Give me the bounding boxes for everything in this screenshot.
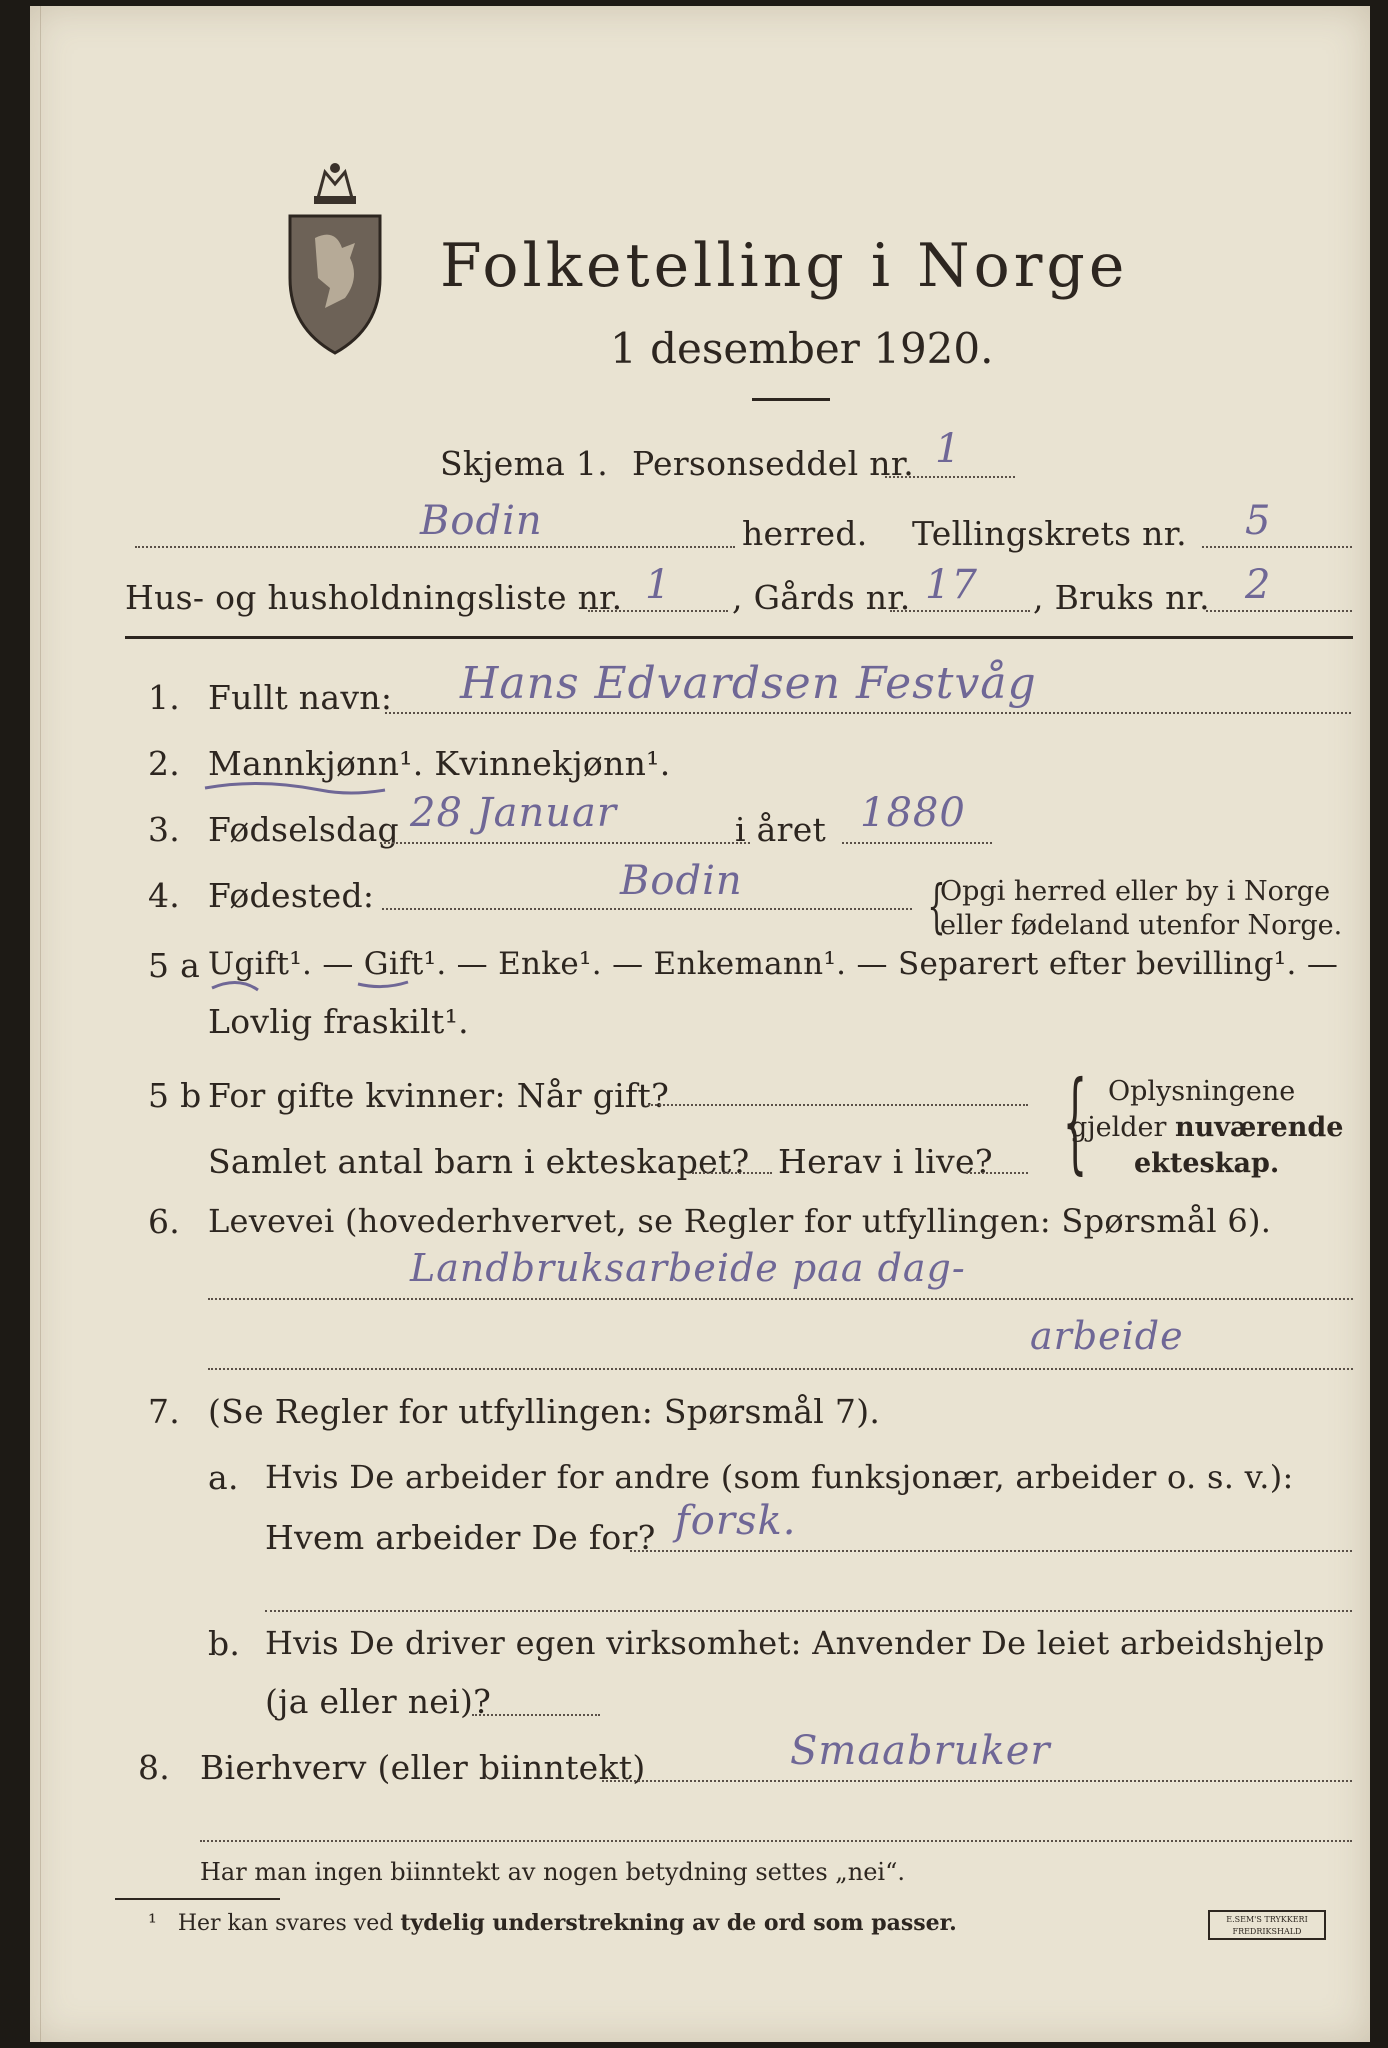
q6-number: 6. bbox=[148, 1202, 181, 1241]
q6-label: Levevei (hovederhvervet, se Regler for utfyllingen: Spørsmål 6). bbox=[208, 1202, 1272, 1240]
herred-value: Bodin bbox=[420, 498, 543, 544]
birthyear-field[interactable] bbox=[842, 842, 992, 844]
q7-label: (Se Regler for utfyllingen: Spørsmål 7). bbox=[208, 1392, 881, 1431]
q3-label: Fødselsdag bbox=[208, 810, 399, 849]
personseddel-label: Personseddel nr. bbox=[632, 444, 915, 483]
footnote-text-a: Her kan svares ved bbox=[177, 1911, 401, 1936]
q7a-employer-label: Hvem arbeider De for? bbox=[265, 1518, 656, 1557]
birthplace-field[interactable] bbox=[382, 908, 912, 910]
side-income-field[interactable] bbox=[602, 1780, 1352, 1782]
occupation-field-line1[interactable] bbox=[208, 1298, 1353, 1300]
title-divider bbox=[752, 398, 830, 401]
tellingskrets-label: Tellingskrets nr. bbox=[912, 514, 1187, 553]
footnote bbox=[148, 1910, 957, 1936]
q2-number: 2. bbox=[148, 744, 181, 783]
side-income-value: Smaabruker bbox=[790, 1728, 1051, 1774]
q5b-note-line3: ekteskap. bbox=[1134, 1148, 1280, 1179]
herred-label: herred. bbox=[742, 514, 868, 553]
q1-label: Fullt navn: bbox=[208, 678, 393, 717]
herred-field[interactable] bbox=[135, 546, 735, 548]
form-title: Folketelling i Norge bbox=[440, 231, 1129, 301]
married-when-field[interactable] bbox=[648, 1104, 1028, 1106]
marital-status-options[interactable]: Ugift¹. — Gift¹. — Enke¹. — Enkemann¹. — Separert efter bevilling¹. — bbox=[208, 946, 1339, 982]
q7-number: 7. bbox=[148, 1392, 181, 1431]
no-income-note: Har man ingen biinntekt av nogen betydning settes „nei“. bbox=[200, 1858, 905, 1886]
q5b-note-line2 bbox=[1070, 1112, 1343, 1143]
q4-label: Fødested: bbox=[208, 876, 375, 915]
q4-note-line1: Opgi herred eller by i Norge bbox=[940, 876, 1331, 907]
husholdningsliste-field[interactable] bbox=[588, 610, 728, 612]
q5b-brace: { bbox=[1062, 1057, 1088, 1185]
footnote-mark: ¹ bbox=[148, 1911, 157, 1936]
gender-options[interactable]: Mannkjønn¹. Kvinnekjønn¹. bbox=[208, 744, 671, 783]
birthyear-value: 1880 bbox=[860, 790, 966, 836]
q3-year-label: i året bbox=[735, 810, 827, 849]
full-name-value: Hans Edvardsen Festvåg bbox=[460, 658, 1037, 709]
bruks-label: , Bruks nr. bbox=[1033, 578, 1210, 617]
coat-of-arms-icon bbox=[280, 158, 390, 358]
q7a-line1: Hvis De arbeider for andre (som funksjonær, arbeider o. s. v.): bbox=[265, 1458, 1294, 1496]
footnote-divider bbox=[115, 1898, 280, 1900]
q4-number: 4. bbox=[148, 876, 181, 915]
personseddel-field[interactable] bbox=[885, 476, 1015, 478]
bruks-value: 2 bbox=[1245, 562, 1272, 608]
gender-underline-mark bbox=[200, 776, 400, 806]
gards-label: , Gårds nr. bbox=[732, 578, 911, 617]
husholdningsliste-value: 1 bbox=[645, 562, 672, 608]
hired-help-field[interactable] bbox=[472, 1714, 600, 1716]
occupation-value-line2: arbeide bbox=[1030, 1314, 1184, 1358]
q7a-letter: a. bbox=[208, 1458, 239, 1497]
q1-number: 1. bbox=[148, 678, 181, 717]
q7b-hired-help-label: (ja eller nei)? bbox=[265, 1682, 492, 1721]
q5b-number: 5 b bbox=[148, 1076, 202, 1115]
birthplace-value: Bodin bbox=[620, 858, 743, 904]
census-date: 1 desember 1920. bbox=[610, 324, 994, 373]
occupation-value-line1: Landbruksarbeide paa dag- bbox=[410, 1246, 966, 1290]
printer-city: FREDRIKSHALD bbox=[1232, 1927, 1302, 1936]
q5b-note-applies: gjelder bbox=[1070, 1112, 1176, 1143]
q8-number: 8. bbox=[138, 1748, 171, 1787]
q8-label: Bierhverv (eller biinntekt) bbox=[200, 1748, 646, 1787]
gards-value: 17 bbox=[925, 562, 978, 608]
birthdate-field[interactable] bbox=[380, 842, 750, 844]
bruks-field[interactable] bbox=[1206, 610, 1352, 612]
q3-number: 3. bbox=[148, 810, 181, 849]
personseddel-value: 1 bbox=[935, 426, 962, 472]
q5a-number: 5 a bbox=[148, 946, 201, 985]
skjema-label: Skjema 1. bbox=[440, 444, 609, 483]
census-form-sheet bbox=[30, 6, 1370, 2042]
footnote-text-b: tydelig understrekning av de ord som passer. bbox=[400, 1910, 957, 1936]
q5b-note-line1: Oplysningene bbox=[1108, 1076, 1296, 1107]
birthdate-value: 28 Januar bbox=[410, 790, 617, 836]
q5b-note-current: nuværende bbox=[1175, 1112, 1344, 1143]
q5b-alive-label: Herav i live? bbox=[778, 1142, 993, 1181]
marital-status-divorced[interactable]: Lovlig fraskilt¹. bbox=[208, 1002, 469, 1041]
q5b-married-when-label: For gifte kvinner: Når gift? bbox=[208, 1076, 670, 1115]
q5b-children-label: Samlet antal barn i ekteskapet? bbox=[208, 1142, 750, 1181]
employer-field[interactable] bbox=[630, 1550, 1352, 1552]
side-income-field-line2[interactable] bbox=[200, 1840, 1352, 1842]
q7b-line1: Hvis De driver egen virksomhet: Anvender De leiet arbeidshjelp bbox=[265, 1624, 1325, 1662]
full-name-field[interactable] bbox=[385, 712, 1351, 714]
marital-status-underline-mark bbox=[208, 974, 428, 1004]
header-divider bbox=[125, 636, 1353, 639]
q4-brace: { bbox=[927, 872, 946, 940]
q4-note-line2: eller fødeland utenfor Norge. bbox=[940, 910, 1343, 941]
children-alive-field[interactable] bbox=[966, 1172, 1028, 1174]
employer-value: forsk. bbox=[675, 1498, 797, 1544]
occupation-field-line2[interactable] bbox=[208, 1368, 1353, 1370]
tellingskrets-value: 5 bbox=[1245, 498, 1272, 544]
employer-field-line2[interactable] bbox=[265, 1610, 1352, 1612]
children-count-field[interactable] bbox=[692, 1172, 772, 1174]
printer-name: E.SEM'S TRYKKERI bbox=[1226, 1915, 1308, 1924]
printer-stamp bbox=[1208, 1910, 1326, 1940]
husholdningsliste-label: Hus- og husholdningsliste nr. bbox=[125, 578, 623, 617]
q7b-letter: b. bbox=[208, 1624, 241, 1663]
tellingskrets-field[interactable] bbox=[1202, 546, 1352, 548]
gards-field[interactable] bbox=[890, 610, 1030, 612]
